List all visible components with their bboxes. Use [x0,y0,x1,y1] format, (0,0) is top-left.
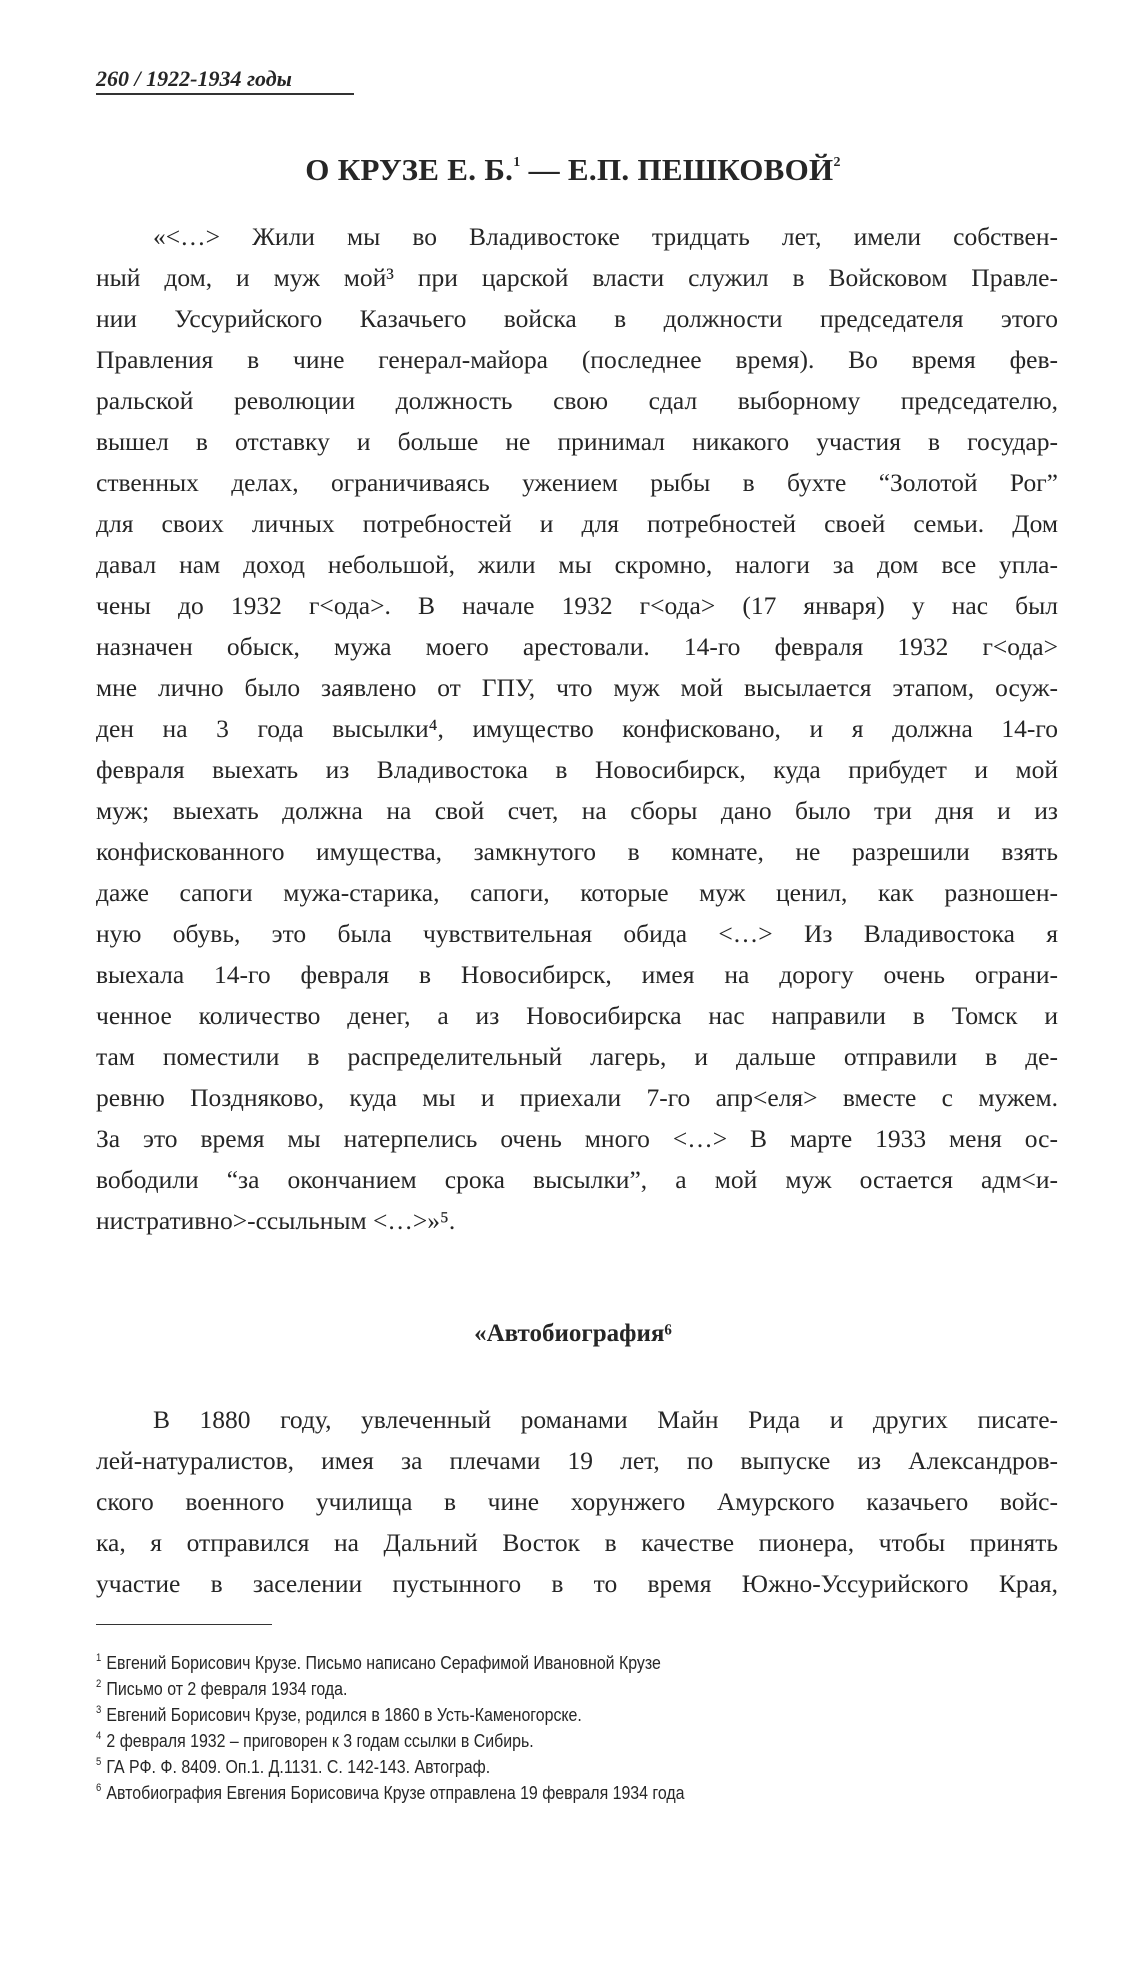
text-line: даже сапоги мужа-старика, сапоги, которые муж ценил, как разношен- [96,878,1058,907]
section-heading: «Автобиография⁶ [474,1320,672,1347]
text-line: За это время мы натерпелись очень много <…> В марте 1933 меня ос- [96,1124,1058,1153]
footnote-ref-2: 2 [833,155,841,170]
text-line: ден на 3 года высылки⁴, имущество конфисковано, и я должна 14-го [96,714,1058,743]
footnote [96,1749,685,1775]
footnote-text: Письмо от 2 февраля 1934 года. [106,1678,348,1699]
text-line: ральской революции должность свою сдал выборному председателю, [96,386,1058,415]
letter-paragraph [96,216,1058,1241]
text-line: там поместили в распределительный лагерь, и дальше отправили в де- [96,1042,1058,1071]
footnote-text: Автобиография Евгения Борисовича Крузе отправлена 19 февраля 1934 года [106,1782,685,1803]
footnote-number: 2 [96,1678,102,1690]
text-line: ка, я отправился на Дальний Восток в качестве пионера, чтобы принять [96,1528,1058,1557]
footnote-text: 2 февраля 1932 – приговорен к 3 годам ссылки в Сибирь. [106,1730,534,1751]
text-line: вободили “за окончанием срока высылки”, а мой муж остается адм<и- [96,1165,1058,1194]
footnote-ref-1: 1 [513,155,521,170]
text-line: муж; выехать должна на свой счет, на сборы дано было три дня и из [96,796,1058,825]
text-line: ную обувь, это была чувствительная обида <…> Из Владивостока я [96,919,1058,948]
footnote-number: 6 [96,1782,102,1794]
text-line: нистративно>-ссыльным <…>»⁵. [96,1206,456,1235]
text-line: ченное количество денег, а из Новосибирска нас направили в Томск и [96,1001,1058,1030]
text-line: ского военного училища в чине хорунжего Амурского казачьего войс- [96,1487,1058,1516]
text-line: ный дом, и муж мой³ при царской власти служил в Войсковом Правле- [96,263,1058,292]
text-line: вышел в отставку и больше не принимал никакого участия в государ- [96,427,1058,456]
title-text: О КРУЗЕ Е. Б. [305,152,514,187]
text-line: Правления в чине генерал-майора (последнее время). Во время фев- [96,345,1058,374]
footnote [96,1645,685,1671]
text-line: февраля выехать из Владивостока в Новосибирск, куда прибудет и мой [96,755,1058,784]
text-line: выехала 14-го февраля в Новосибирск, имея на дорогу очень ограни- [96,960,1058,989]
running-head: 260 / 1922-1934 годы [96,66,354,95]
text-line: мне лично было заявлено от ГПУ, что муж мой высылается этапом, осуж- [96,673,1058,702]
text-line: конфискованного имущества, замкнутого в комнате, не разрешили взять [96,837,1058,866]
footnote [96,1775,685,1801]
text-line: нии Уссурийского Казачьего войска в должности председателя этого [96,304,1058,333]
footnote-number: 4 [96,1730,102,1742]
text-line: давал нам доход небольшой, жили мы скромно, налоги за дом все упла- [96,550,1058,579]
footnote [96,1723,685,1749]
text-line: ственных делах, ограничиваясь ужением рыбы в бухте “Золотой Рог” [96,468,1058,497]
text-line: лей-натуралистов, имея за плечами 19 лет, по выпуске из Александров- [96,1446,1058,1475]
text-line: участие в заселении пустынного в то время Южно-Уссурийского Края, [96,1569,1058,1598]
footnote-number: 5 [96,1756,102,1768]
title-text-2: — Е.П. ПЕШКОВОЙ [520,152,834,187]
footnote [96,1697,685,1723]
footnote-number: 3 [96,1704,102,1716]
footnote-text: ГА РФ. Ф. 8409. Оп.1. Д.1131. С. 142-143. Автограф. [106,1756,491,1777]
text-line: В 1880 году, увлеченный романами Майн Рида и других писате- [153,1405,1058,1434]
page-title [0,152,1146,188]
footnote-divider [96,1624,272,1625]
footnote [96,1671,685,1697]
footnotes [96,1645,685,1801]
text-line: чены до 1932 г<ода>. В начале 1932 г<ода> (17 января) у нас был [96,591,1058,620]
footnote-text: Евгений Борисович Крузе, родился в 1860 в Усть-Каменогорске. [106,1704,582,1725]
text-line: «<…> Жили мы во Владивостоке тридцать лет, имели собствен- [153,222,1058,251]
text-line: назначен обыск, мужа моего арестовали. 14-го февраля 1932 г<ода> [96,632,1058,661]
autobiography-paragraph [96,1399,1058,1604]
footnote-text: Евгений Борисович Крузе. Письмо написано Серафимой Ивановной Крузе [106,1652,661,1673]
text-line: для своих личных потребностей и для потребностей своей семьи. Дом [96,509,1058,538]
footnote-number: 1 [96,1652,102,1664]
text-line: ревню Поздняково, куда мы и приехали 7-го апр<еля> вместе с мужем. [96,1083,1058,1112]
